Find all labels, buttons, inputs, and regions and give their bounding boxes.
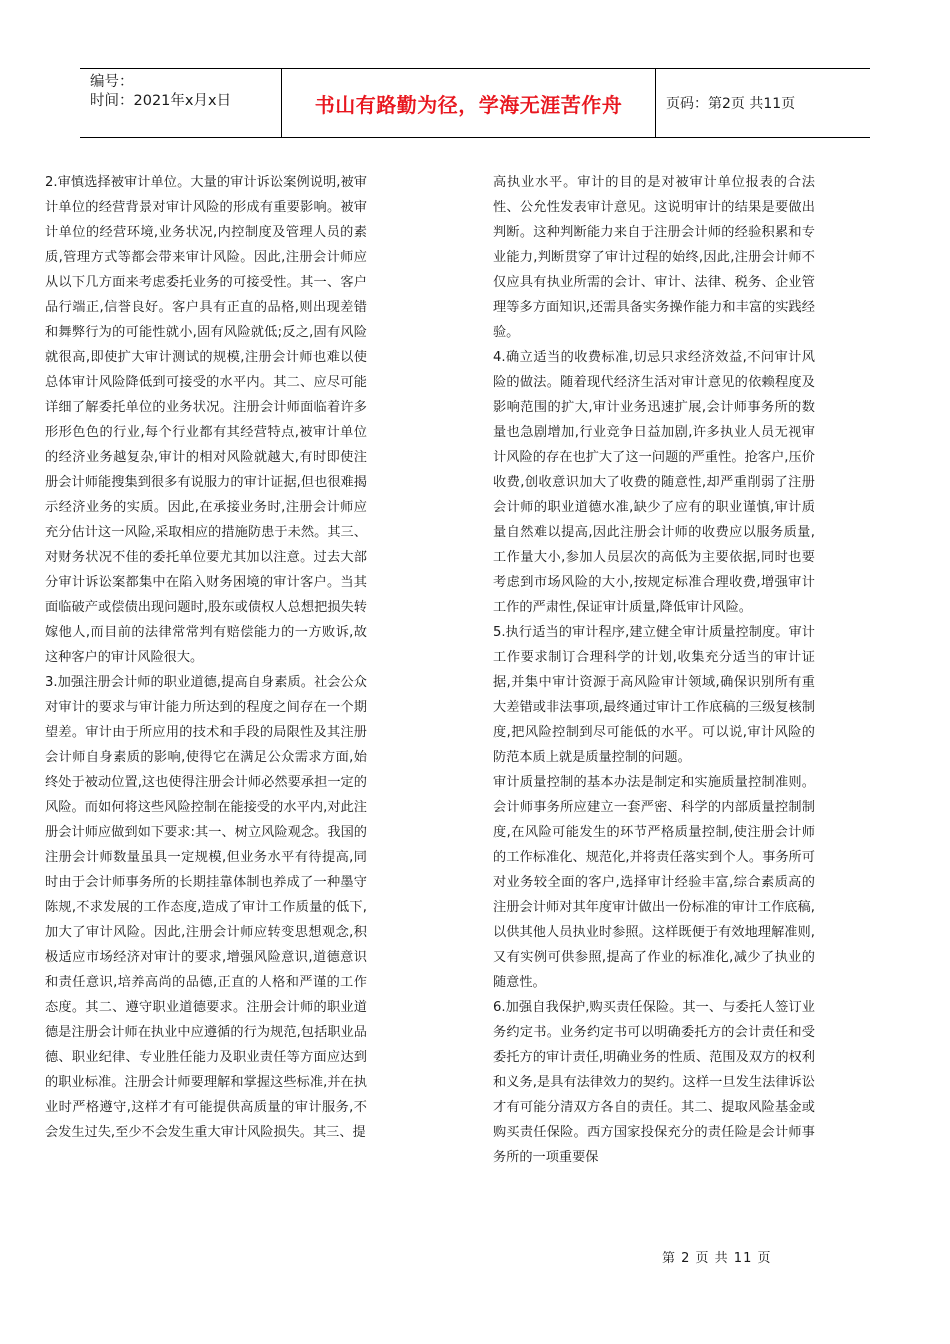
- header-motto-cell: [282, 69, 656, 137]
- paragraph: 2.审慎选择被审计单位。大量的审计诉讼案例说明,被审计单位的经营背景对审计风险的形成有重要影响。被审计单位的经营环境,业务状况,内控制度及管理人员的素质,管理方式等都会带来审计风险。因此,注册会计师应从以下几方面来考虑委托业务的可接受性。其一、客户品行端正,信誉良好。客户具有正直的品格,则出现差错和舞弊行为的可能性就小,固有风险就低;反之,固有风险就很高,即使扩大审计测试的规模,注册会计师也难以使总体审计风险降低到可接受的水平内。其二、应尽可能详细了解委托单位的业务状况。注册会计师面临着许多形形色色的行业,每个行业都有其经营特点,被审计单位的经济业务越复杂,审计的相对风险就越大,有时即使注册会计师能搜集到很多有说服力的审计证据,但也很难揭示经济业务的实质。因此,在承接业务时,注册会计师应充分估计这一风险,采取相应的措施防患于未然。其三、对财务状况不佳的委托单位要尤其加以注意。过去大部分审计诉讼案都集中在陷入财务困境的审计客户。当其面临破产或偿债出现问题时,股东或债权人总想把损失转嫁他人,而目前的法律常常判有赔偿能力的一方败诉,故这种客户的审计风险很大。: [45, 175, 367, 665]
- header-table: [80, 68, 870, 138]
- header-page-label: 页码：第2页 共11页: [666, 96, 796, 112]
- header-page-cell: [656, 69, 870, 137]
- paragraph: 5.执行适当的审计程序,建立健全审计质量控制度。审计工作要求制订合理科学的计划,收集充分适当的审计证据,并集中审计资源于高风险审计领域,确保识别所有重大差错或非法事项,最终通过审计工作底稿的三级复核制度,把风险控制到尽可能低的水平。可以说,审计风险的防范本质上就是质量控制的问题。: [493, 625, 815, 765]
- page-footer: 第 2 页 共 11 页: [662, 1251, 772, 1266]
- document-number-label: 编号：: [90, 74, 134, 90]
- left-text-column: [45, 170, 367, 1145]
- document-time-label: 时间：2021年x月x日: [90, 93, 232, 109]
- paragraph: 4.确立适当的收费标准,切忌只求经济效益,不问审计风险的做法。随着现代经济生活对审计意见的依赖程度及影响范围的扩大,审计业务迅速扩展,会计师事务所的数量也急剧增加,行业竞争日益加剧,许多执业人员无视审计风险的存在也扩大了这一问题的严重性。抢客户,压价收费,创收意识加大了收费的随意性,却严重削弱了注册会计师的职业道德水准,缺少了应有的职业谨慎,审计质量自然难以提高,因此注册会计师的收费应以服务质量,工作量大小,参加人员层次的高低为主要依据,同时也要考虑到市场风险的大小,按规定标准合理收费,增强审计工作的严肃性,保证审计质量,降低审计风险。: [493, 350, 815, 615]
- right-text-column: [493, 170, 815, 1170]
- paragraph: 3.加强注册会计师的职业道德,提高自身素质。社会公众对审计的要求与审计能力所达到的程度之间存在一个期望差。审计由于所应用的技术和手段的局限性及其注册会计师自身素质的影响,使得它在满足公众需求方面,始终处于被动位置,这也使得注册会计师必然要承担一定的风险。而如何将这些风险控制在能接受的水平内,对此注册会计师应做到如下要求:其一、树立风险观念。我国的注册会计师数量虽具一定规模,但业务水平有待提高,同时由于会计师事务所的长期挂靠体制也养成了一种墨守陈规,不求发展的工作态度,造成了审计工作质量的低下,加大了审计风险。因此,注册会计师应转变思想观念,积极适应市场经济对审计的要求,增强风险意识,道德意识和责任意识,培养高尚的品德,正直的人格和严谨的工作态度。其二、遵守职业道德要求。注册会计师的职业道德是注册会计师在执业中应遵循的行为规范,包括职业品德、职业纪律、专业胜任能力及职业责任等方面应达到的职业标准。注册会计师要理解和掌握这些标准,并在执业时严格遵守,这样才有可能提供高质量的审计服务,不会发生过失,至少不会发生重大审计风险损失。其三、提: [45, 675, 367, 1140]
- header-meta-cell: [80, 69, 282, 137]
- paragraph: 6.加强自我保护,购买责任保险。其一、与委托人签订业务约定书。业务约定书可以明确委托方的会计责任和受委托方的审计责任,明确业务的性质、范围及双方的权利和义务,是具有法律效力的契约。这样一旦发生法律诉讼才有可能分清双方各自的责任。其二、提取风险基金或购买责任保险。西方国家投保充分的责任险是会计师事务所的一项重要保: [493, 1000, 815, 1165]
- paragraph: 审计质量控制的基本办法是制定和实施质量控制准则。会计师事务所应建立一套严密、科学的内部质量控制制度,在风险可能发生的环节严格质量控制,使注册会计师的工作标准化、规范化,并将责任落实到个人。事务所可对业务较全面的客户,选择审计经验丰富,综合素质高的注册会计师对其年度审计做出一份标准的审计工作底稿,以供其他人员执业时参照。这样既便于有效地理解准则,又有实例可供参照,提高了作业的标准化,减少了执业的随意性。: [493, 775, 815, 990]
- paragraph: 高执业水平。审计的目的是对被审计单位报表的合法性、公允性发表审计意见。这说明审计的结果是要做出判断。这种判断能力来自于注册会计师的经验积累和专业能力,判断贯穿了审计过程的始终,因此,注册会计师不仅应具有执业所需的会计、审计、法律、税务、企业管理等多方面知识,还需具备实务操作能力和丰富的实践经验。: [493, 175, 815, 340]
- header-motto: 书山有路勤为径，学海无涯苦作舟: [314, 92, 623, 117]
